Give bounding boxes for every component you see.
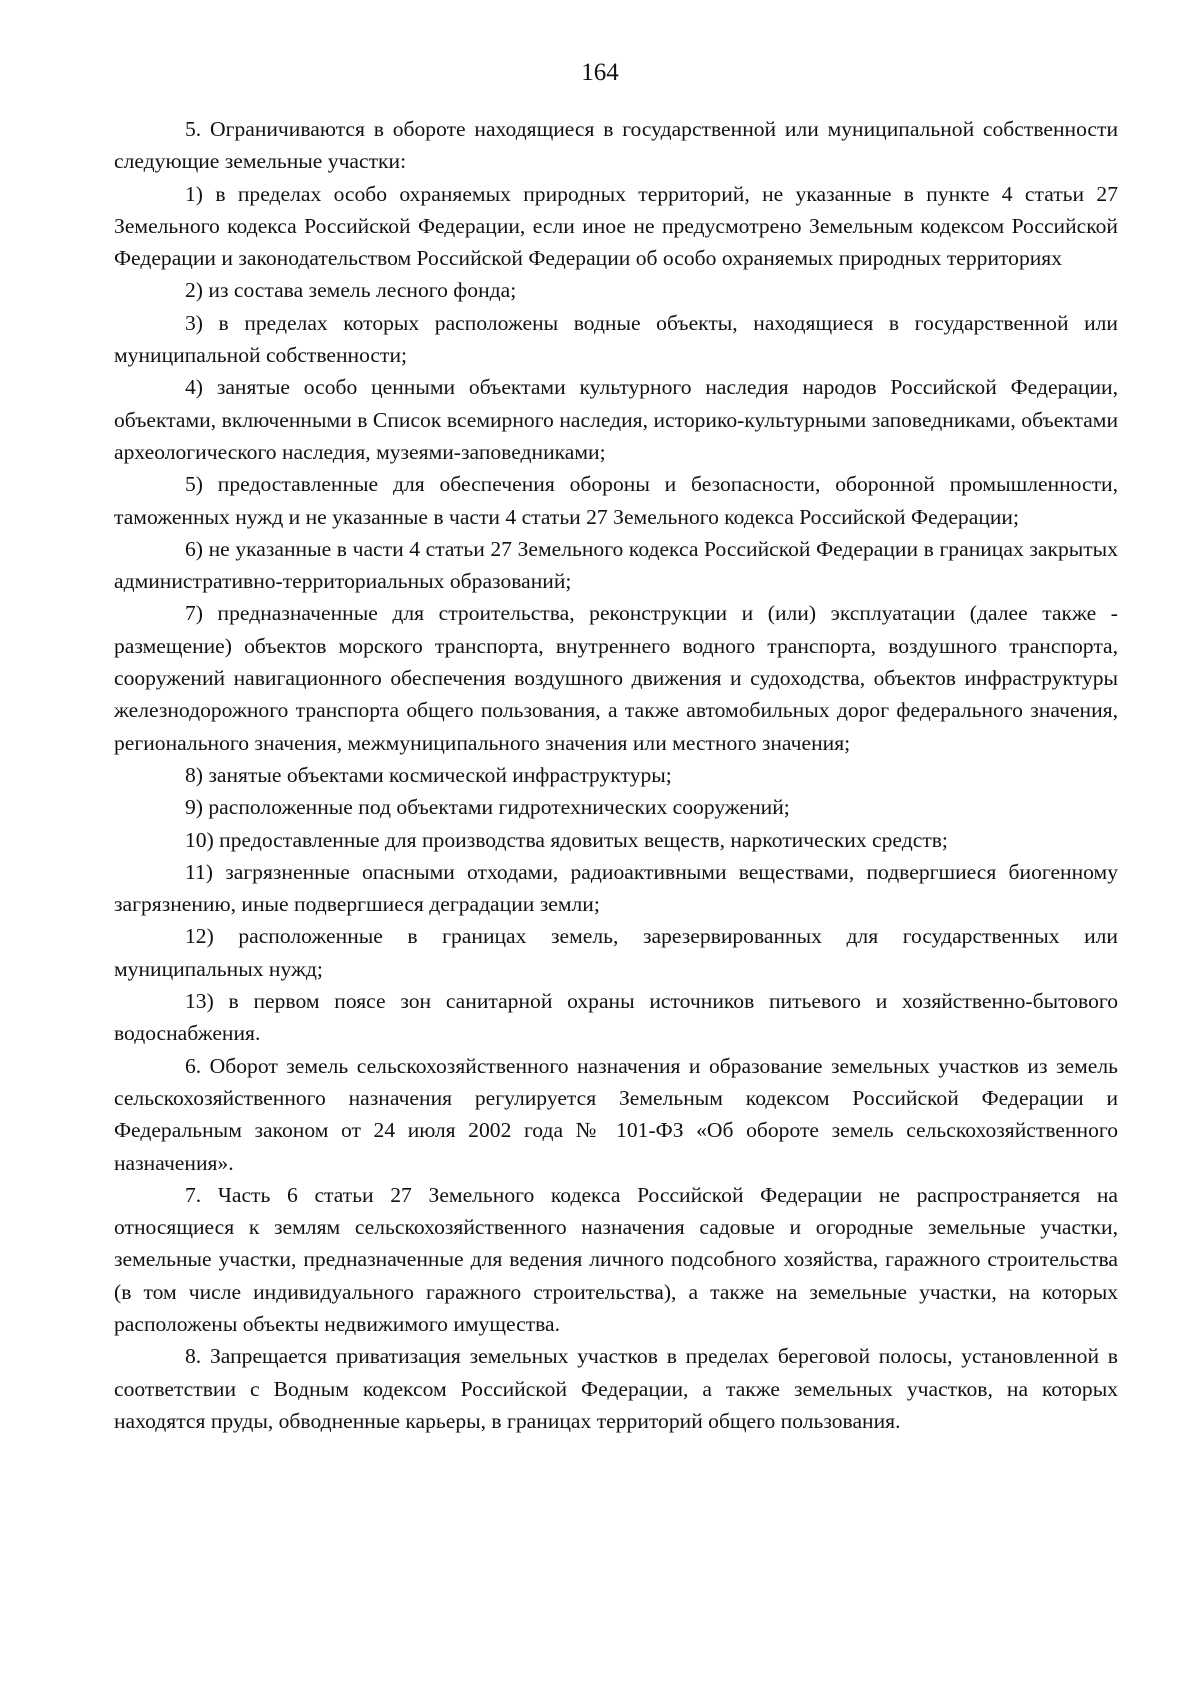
paragraph: 12) расположенные в границах земель, зарезервированных для государственных или муниципальных нужд; [114, 924, 1118, 981]
paragraph: 4) занятые особо ценными объектами культурного наследия народов Российской Федерации, объектами, включенными в Список всемирного наследия, историко-культурными заповедниками, объектами археологического наследия, музеями-заповедниками; [114, 375, 1118, 464]
document-body [114, 113, 1118, 1437]
paragraph: 3) в пределах которых расположены водные объекты, находящиеся в государственной или муниципальной собственности; [114, 310, 1118, 368]
paragraph: 7. Часть 6 статьи 27 Земельного кодекса Российской Федерации не распространяется на относящиеся к землям сельскохозяйственного назначения садовые и огородные земельные участки, земельные участки, предназначенные для ведения личного подсобного хозяйства, гаражного строительства (в том числе индивидуального гаражного строительства), а также на земельные участки, на которых расположены объекты недвижимого имущества. [114, 1182, 1118, 1336]
paragraph: 5. Ограничиваются в обороте находящиеся в государственной или муниципальной собственности следующие земельные участки: [114, 117, 1118, 174]
paragraph: 1) в пределах особо охраняемых природных территорий, не указанные в пункте 4 статьи 27 Земельного кодекса Российской Федерации, если иное не предусмотрено Земельным кодексом Российской Федерации и законодательством Российской Федерации об особо охраняемых природных территориях [114, 181, 1118, 271]
paragraph: 5) предоставленные для обеспечения обороны и безопасности, оборонной промышленности, таможенных нужд и не указанные в части 4 статьи 27 Земельного кодекса Российской Федерации; [114, 472, 1118, 529]
paragraph: 8) занятые объектами космической инфраструктуры; [185, 762, 672, 787]
paragraph: 13) в первом поясе зон санитарной охраны источников питьевого и хозяйственно-бытового водоснабжения. [114, 989, 1118, 1046]
paragraph: 11) загрязненные опасными отходами, радиоактивными веществами, подвергшиеся биогенному загрязнению, иные подвергшиеся деградации земли; [114, 859, 1118, 917]
paragraph: 6) не указанные в части 4 статьи 27 Земельного кодекса Российской Федерации в границах закрытых административно-территориальных образований; [114, 536, 1118, 594]
page-number: 164 [581, 59, 619, 86]
paragraph: 6. Оборот земель сельскохозяйственного назначения и образование земельных участков из земель сельскохозяйственного назначения регулируется Земельным кодексом Российской Федерации и Федеральным законом от 24 июля 2002 года № 101-ФЗ «Об обороте земель сельскохозяйственного назначения». [114, 1053, 1118, 1175]
paragraph: 2) из состава земель лесного фонда; [185, 278, 517, 303]
paragraph: 8. Запрещается приватизация земельных участков в пределах береговой полосы, установленной в соответствии с Водным кодексом Российской Федерации, а также земельных участков, на которых находятся пруды, обводненные карьеры, в границах территорий общего пользования. [114, 1344, 1118, 1433]
paragraph: 9) расположенные под объектами гидротехнических сооружений; [185, 795, 790, 820]
paragraph: 10) предоставленные для производства ядовитых веществ, наркотических средств; [185, 827, 948, 852]
paragraph: 7) предназначенные для строительства, реконструкции и (или) эксплуатации (далее также - размещение) объектов морского транспорта, внутреннего водного транспорта, воздушного транспорта, сооружений навигационного обеспечения воздушного движения и судоходства, объектов инфраструктуры железнодорожного транспорта общего пользования, а также автомобильных дорог федерального значения, регионального значения, межмуниципального значения или местного значения; [114, 601, 1118, 755]
